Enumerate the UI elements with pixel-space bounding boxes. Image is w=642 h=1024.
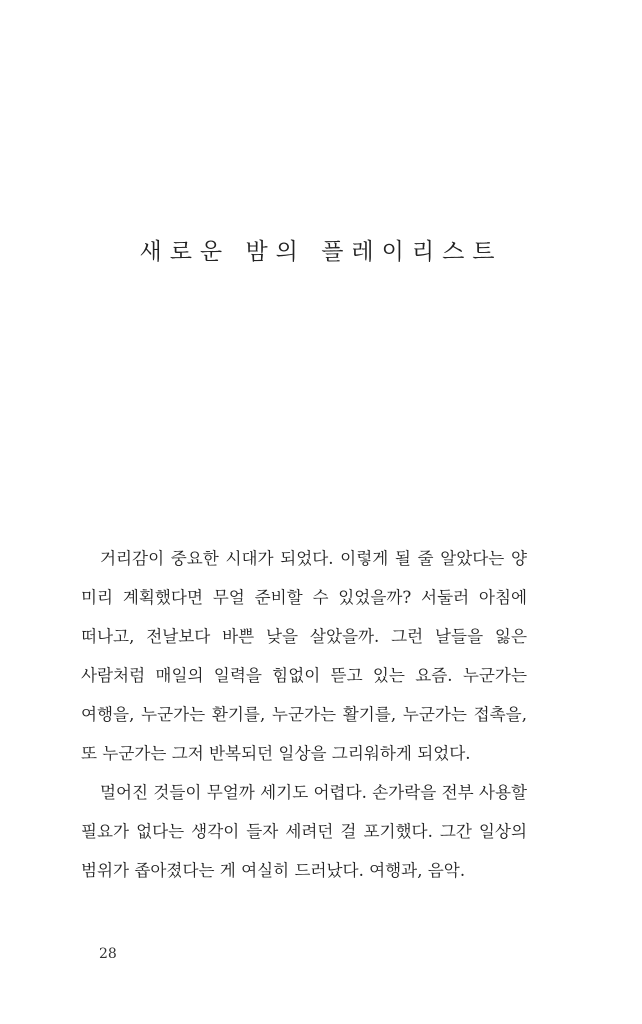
paragraph: 거리감이 중요한 시대가 되었다. 이렇게 될 줄 알았다는 양 미리 계획했다면 무얼 준비할 수 있었을까? 서둘러 아침에 떠나고, 전날보다 바쁜 낮을 살았을까. 그런 날들을 잃은 사람처럼 매일의 일력을 힘없이 뜯고 있는 요즘. 누군가는 여행을, 누군가는 환기를, 누군가는 활기를, 누군가는 접촉을, 또 누군가는 그저 반복되던 일상을 그리워하게 되었다. xyxy=(81,549,527,763)
body-text xyxy=(81,539,527,890)
page-number: 28 xyxy=(99,946,117,962)
chapter-title: 새로운 밤의 플레이리스트 xyxy=(139,239,503,265)
paragraph: 멀어진 것들이 무얼까 세기도 어렵다. 손가락을 전부 사용할 필요가 없다는 생각이 들자 세려던 걸 포기했다. 그간 일상의 범위가 좁아졌다는 게 여실히 드러났다. 여행과, 음악. xyxy=(81,783,527,880)
